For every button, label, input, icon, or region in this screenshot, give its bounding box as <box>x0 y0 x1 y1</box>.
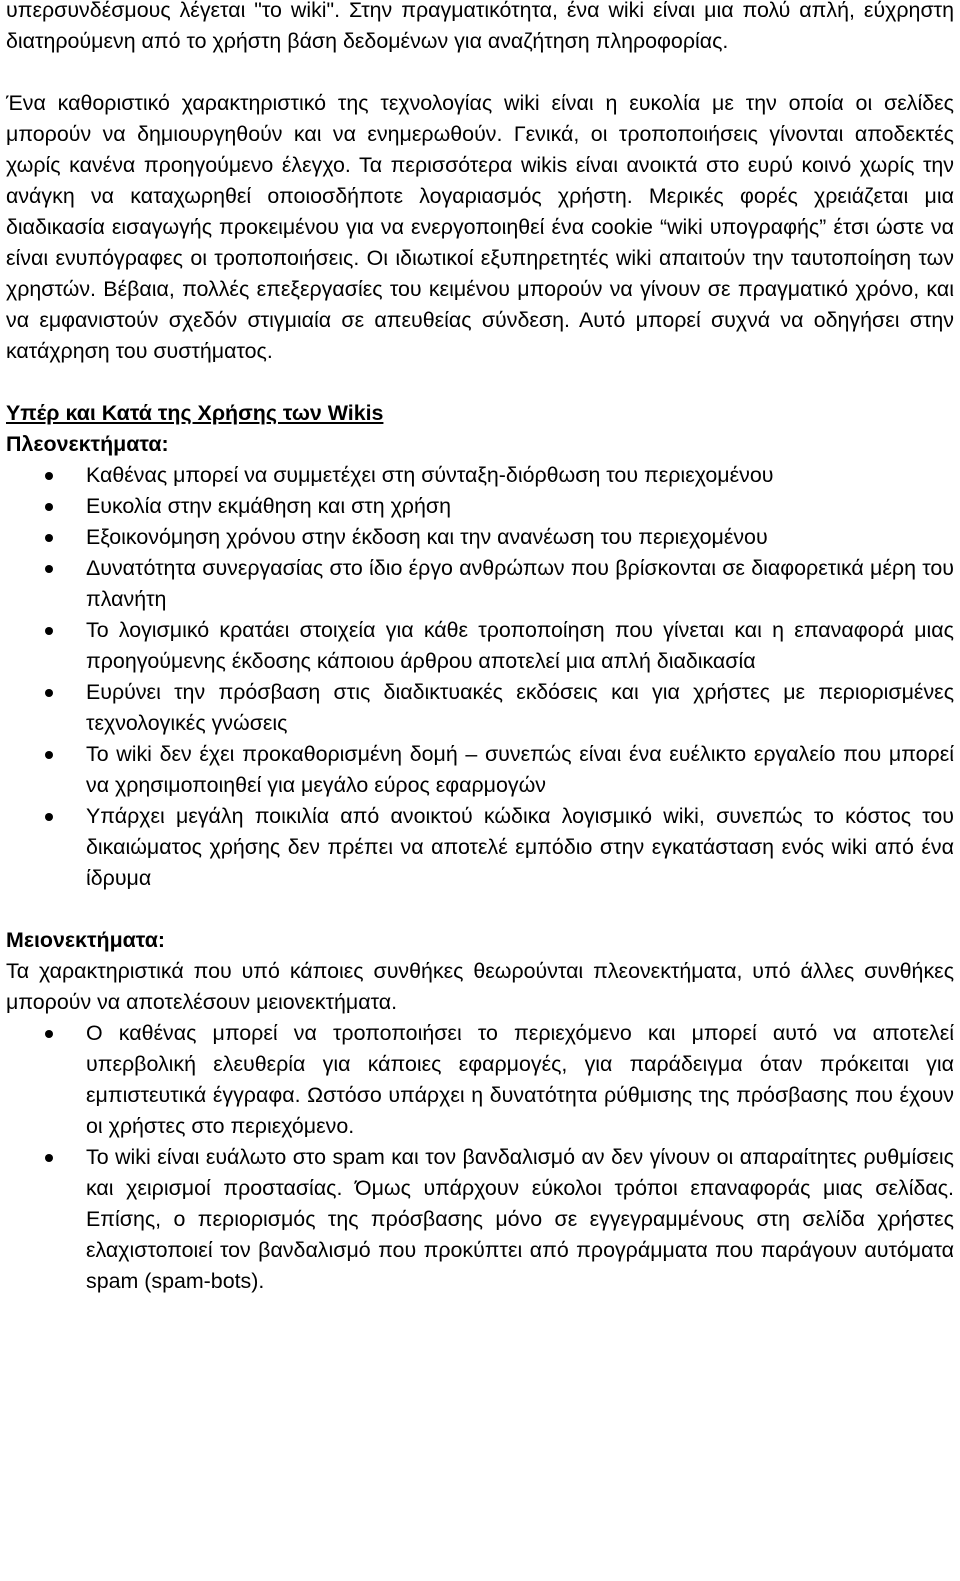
list-item: Υπάρχει μεγάλη ποικιλία από ανοικτού κώδικα λογισμικό wiki, συνεπώς το κόστος του δικαιώματος χρήσης δεν πρέπει να αποτελέ εμπόδιο στην εγκατάσταση ενός wiki από ένα ίδρυμα <box>6 801 954 894</box>
list-item: Δυνατότητα συνεργασίας στο ίδιο έργο ανθρώπων που βρίσκονται σε διαφορετικά μέρη του πλανήτη <box>6 553 954 615</box>
list-item: Καθένας μπορεί να συμμετέχει στη σύνταξη-διόρθωση του περιεχομένου <box>6 460 954 491</box>
wiki-features-paragraph: Ένα καθοριστικό χαρακτηριστικό της τεχνολογίας wiki είναι η ευκολία με την οποία οι σελίδες μπορούν να δημιουργηθούν και να ενημερωθούν. Γενικά, οι τροποποιήσεις γίνονται αποδεκτές χωρίς κανένα προηγούμενο έλεγχο. Τα περισσότερα wikis είναι ανοικτά στο ευρύ κοινό χωρίς την ανάγκη να καταχωρηθεί οποιοσδήποτε λογαριασμός χρήστη. Μερικές φορές χρειάζεται μια διαδικασία εισαγωγής προκειμένου για να ενεργοποιηθεί ένα cookie “wiki υπογραφής” έτσι ώστε να είναι ενυπόγραφες οι τροποποιήσεις. Οι ιδιωτικοί εξυπηρετητές wiki απαιτούν την ταυτοποίηση των χρηστών. Βέβαια, πολλές επεξεργασίες του κειμένου μπορούν να γίνουν σε πραγματικό χρόνο, και να εμφανιστούν σχεδόν στιγμιαία σε απευθείας σύνδεση. Αυτό μπορεί συχνά να οδηγήσει στην κατάχρηση του συστήματος. <box>6 91 954 363</box>
bullet-icon <box>45 813 53 821</box>
intro-paragraph: υπερσυνδέσμους λέγεται "το wiki". Στην πραγματικότητα, ένα wiki είναι μια πολύ απλή, εύχρηστη διατηρούμενη από το χρήστη βάση δεδομένων για αναζήτηση πληροφορίας. <box>6 0 954 53</box>
list-item: Το wiki είναι ευάλωτο στο spam και τον βανδαλισμό αν δεν γίνουν οι απαραίτητες ρυθμίσεις και χειρισμοί προστασίας. Όμως υπάρχουν εύκολοι τρόποι επαναφοράς μιας σελίδας. Επίσης, ο περιορισμός της πρόσβασης μόνο σε εγγεγραμμένους στη σελίδα χρήστες ελαχιστοποιεί τον βανδαλισμό που προκύπτει από προγράμματα που παράγουν αυτόματα spam (spam-bots). <box>6 1142 954 1297</box>
bullet-icon <box>45 534 53 542</box>
bullet-icon <box>45 689 53 697</box>
bullet-icon <box>45 1154 53 1162</box>
cons-intro: Τα χαρακτηριστικά που υπό κάποιες συνθήκες θεωρούνται πλεονεκτήματα, υπό άλλες συνθήκες μπορούν να αποτελέσουν μειονεκτήματα. <box>6 959 954 1014</box>
list-item: Το λογισμικό κρατάει στοιχεία για κάθε τροποποίηση που γίνεται και η επαναφορά μιας προηγούμενης έκδοσης κάποιου άρθρου αποτελεί μια απλή διαδικασία <box>6 615 954 677</box>
pros-list <box>6 460 954 894</box>
pros-title: Πλεονεκτήματα: <box>6 432 169 456</box>
cons-list <box>6 1018 954 1297</box>
bullet-icon <box>45 627 53 635</box>
list-item: Το wiki δεν έχει προκαθορισμένη δομή – συνεπώς είναι ένα ευέλικτο εργαλείο που μπορεί να χρησιμοποιηθεί για μεγάλο εύρος εφαρμογών <box>6 739 954 801</box>
list-item: Ευρύνει την πρόσβαση στις διαδικτυακές εκδόσεις και για χρήστες με περιορισμένες τεχνολογικές γνώσεις <box>6 677 954 739</box>
bullet-icon <box>45 751 53 759</box>
bullet-icon <box>45 565 53 573</box>
bullet-icon <box>45 1030 53 1038</box>
list-item: Εξοικονόμηση χρόνου στην έκδοση και την ανανέωση του περιεχομένου <box>6 522 954 553</box>
bullet-icon <box>45 472 53 480</box>
cons-title: Μειονεκτήματα: <box>6 928 166 952</box>
list-item: Ευκολία στην εκμάθηση και στη χρήση <box>6 491 954 522</box>
list-item: Ο καθένας μπορεί να τροποποιήσει το περιεχόμενο και μπορεί αυτό να αποτελεί υπερβολική ελευθερία για κάποιες εφαρμογές, για παράδειγμα όταν πρόκειται για εμπιστευτικά έγγραφα. Ωστόσο υπάρχει η δυνατότητα ρύθμισης της πρόσβασης που έχουν οι χρήστες στο περιεχόμενο. <box>6 1018 954 1142</box>
bullet-icon <box>45 503 53 511</box>
section-heading: Υπέρ και Κατά της Χρήσης των Wikis <box>6 401 384 425</box>
